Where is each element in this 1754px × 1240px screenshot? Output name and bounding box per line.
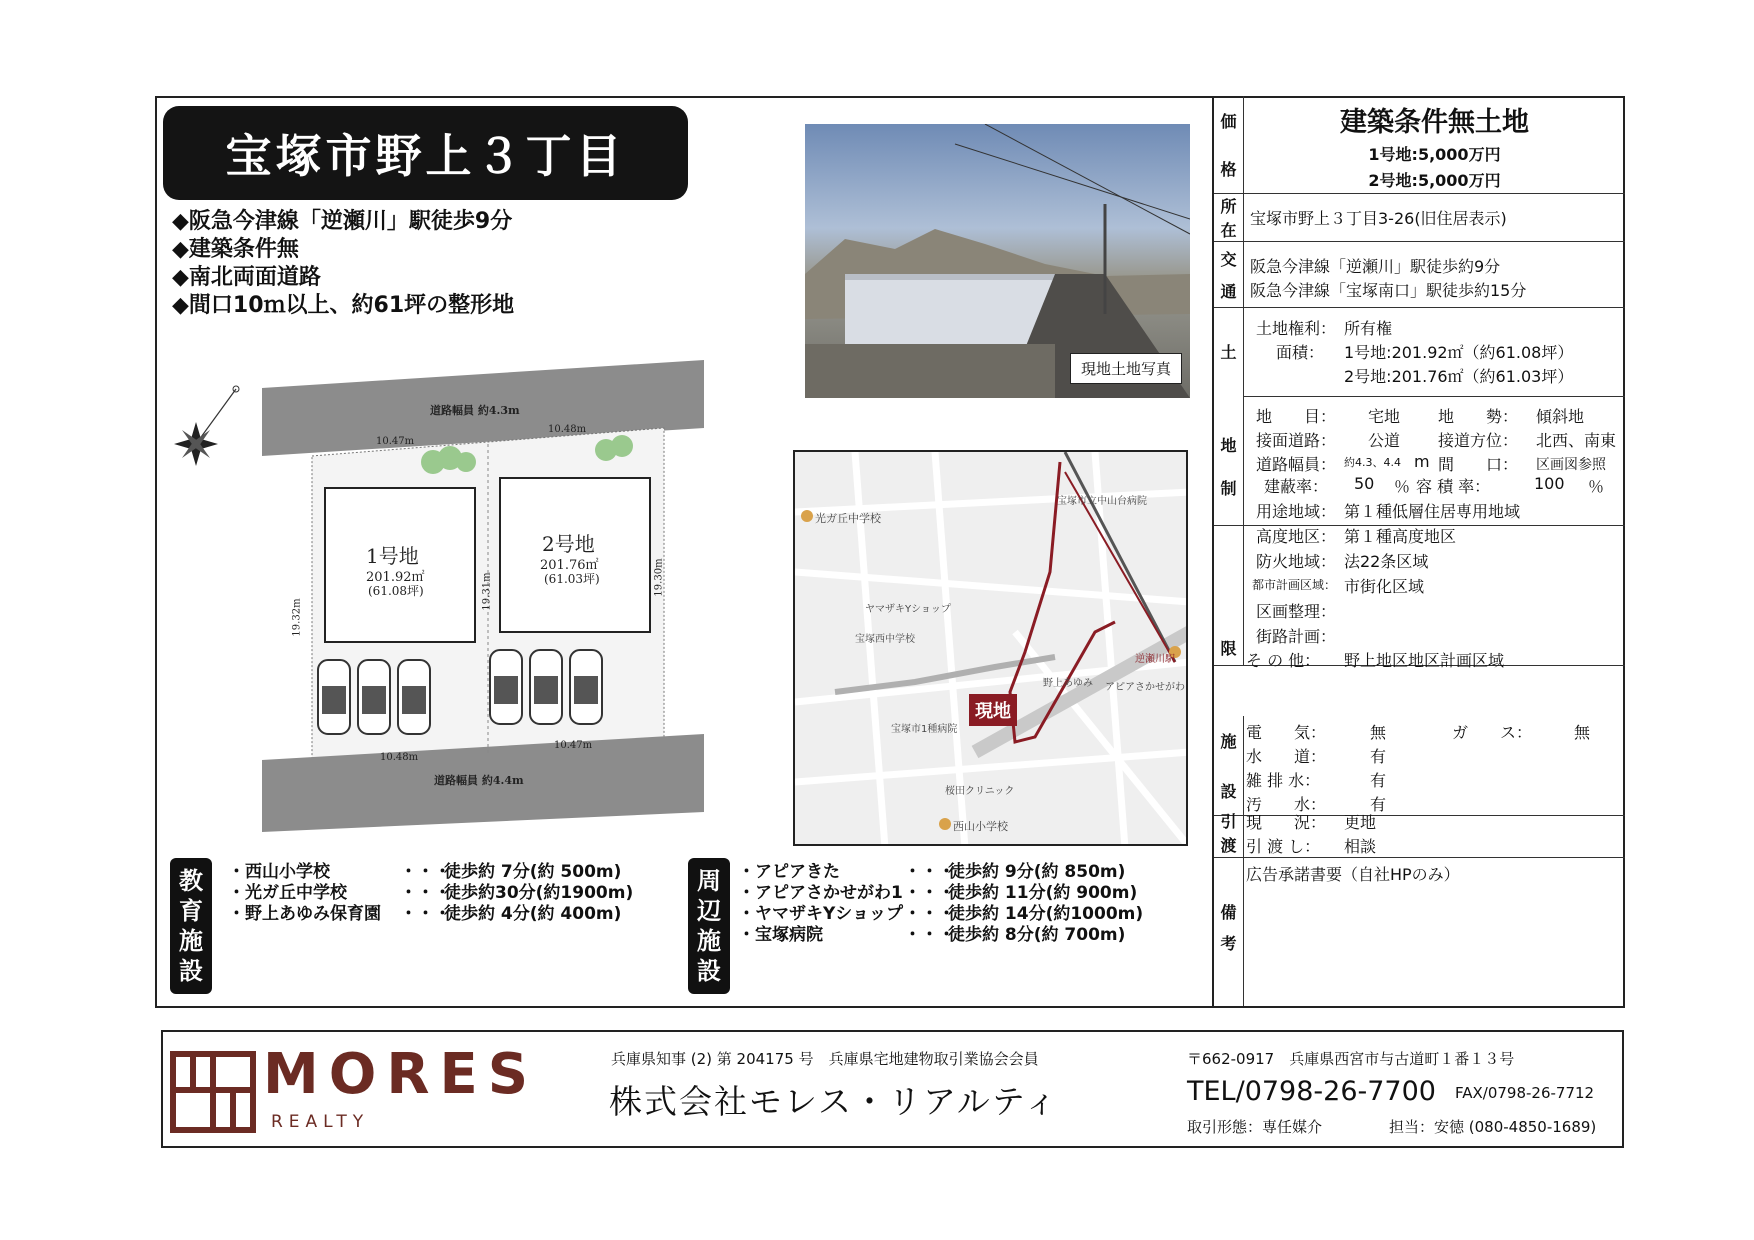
site-plan [168, 356, 728, 834]
school-icon [939, 818, 951, 830]
price-title: 建築条件無土地 [1340, 107, 1529, 138]
dim-north-2: 10.48m [548, 424, 587, 435]
company-logo-icon [169, 1050, 257, 1134]
logo-subtext: REALTY [271, 1112, 370, 1132]
road-north-label: 道路幅員 約4.3m [430, 404, 520, 417]
list-item: ・アピアさかせがわ1・・・徒歩約 11分(約 900m) [738, 883, 1138, 903]
site-photo [805, 124, 1190, 398]
row-limits: 制 限 建蔽率： 50 ％ 容 積 率： 100 ％ 用途地域： 第１種低層住居専用地域 高度地区： 第１種高度地区 防火地域： 法22条区域 都市計画区域： 市街化区域 区画整理： 街路計画： そ の 他： 野上地区地区計画区域 [1214, 470, 1625, 666]
dim-north-1: 10.47m [376, 436, 415, 447]
school-icon [801, 510, 813, 522]
row-remarks: 備 考 広告承諾書要（自社HPのみ） [1214, 858, 1625, 1006]
lot2-area: 201.76㎡ [540, 558, 599, 573]
highlight-roads: ◆南北両面道路 [172, 265, 321, 290]
map-label: 光ガ丘中学校 [815, 512, 881, 525]
company-footer [161, 1030, 1624, 1148]
logo-text: MORES [263, 1042, 539, 1107]
row-land: 土 地 土地権利： 所有権 面積： 1号地:201.92㎡（約61.08坪） 2号地:201.76㎡（約61.03坪） 地 目： 宅地 地 勢： 傾斜地 接面道路： 公道 接道方位： 北西、南東 道路幅員： 約4.3、4.4 m 間 口： 区画図参照 [1214, 308, 1625, 526]
highlight-station: ◆阪急今津線「逆瀬川」駅徒歩9分 [172, 209, 513, 234]
company-name: 株式会社モレス・リアルティ [609, 1082, 1060, 1121]
education-tag [170, 858, 212, 994]
row-address: 所 在 宝塚市野上３丁目3-26(旧住居表示) [1214, 194, 1625, 242]
price-lot2: 2号地:5,000万円 [1368, 171, 1501, 190]
list-item: ・野上あゆみ保育園 ・・・徒歩約 4分(約 400m) [228, 904, 622, 924]
row-facilities: 施 設 電 気： 無 ガ ス： 無 水 道： 有 雑 排 水： 有 汚 水： 有 [1214, 716, 1625, 816]
nearby-tag-text: 周辺施設 [697, 867, 721, 985]
lot1-name: 1号地 [366, 544, 419, 568]
map-label: 逆瀬川駅 [1135, 654, 1175, 665]
property-table [1212, 96, 1625, 1008]
list-item: ・ヤマザキYショップ・・・徒歩約 14分(約1000m) [738, 904, 1144, 924]
lot2-name: 2号地 [542, 532, 595, 556]
traffic-1: 阪急今津線「逆瀬川」駅徒歩約9分 [1250, 257, 1501, 276]
dim-middle: 19.31m [481, 572, 493, 611]
map-label: 野上あゆみ [1043, 678, 1093, 689]
dim-south-1: 10.48m [380, 752, 419, 763]
location-map[interactable] [793, 450, 1188, 846]
company-fax: FAX/0798-26-7712 [1455, 1084, 1595, 1102]
map-label: 宝塚市1種病院 [891, 724, 958, 735]
company-tel: TEL/0798-26-7700 [1187, 1076, 1436, 1107]
address: 宝塚市野上３丁目3-26(旧住居表示) [1250, 209, 1507, 228]
education-tag-text: 教育施設 [179, 867, 203, 985]
remarks: 広告承諾書要（自社HPのみ） [1246, 865, 1460, 884]
row-handover: 引 渡 現 況： 更地 引 渡 し： 相談 [1214, 808, 1625, 858]
map-label: 西山小学校 [953, 820, 1008, 833]
map-label: 宝塚西中学校 [855, 634, 915, 645]
lot1-area: 201.92㎡ [366, 570, 425, 585]
map-label: ヤマザキYショップ [865, 604, 951, 615]
list-item: ・西山小学校 ・・・徒歩約 7分(約 500m) [228, 862, 622, 882]
company-address: 〒662-0917 兵庫県西宮市与古道町１番１３号 [1187, 1050, 1515, 1068]
site-marker: 現地 [969, 694, 1017, 726]
highlights [172, 208, 514, 320]
price-lot1: 1号地:5,000万円 [1368, 145, 1501, 164]
deal-type: 取引形態：専任媒介 [1187, 1118, 1323, 1136]
map-label: アピアさかせがわ [1105, 682, 1185, 693]
page-title: 宝塚市野上３丁目 [163, 106, 688, 200]
dim-west: 19.32m [291, 598, 303, 637]
highlight-shape: ◆間口10ｍ以上、約61坪の整形地 [172, 293, 515, 318]
row-price: 価 格 建築条件無土地 1号地:5,000万円 2号地:5,000万円 [1214, 96, 1625, 194]
railway-line [1065, 452, 1175, 662]
lot1-tsubo: (61.08坪) [368, 584, 424, 598]
education-list [228, 862, 633, 925]
photo-caption: 現地土地写真 [1070, 353, 1182, 384]
dim-east: 19.30m [653, 558, 665, 597]
list-item: ・アピアきた ・・・徒歩約 9分(約 850m) [738, 862, 1126, 882]
nearby-tag [688, 858, 730, 994]
map-label: 桜田クリニック [945, 786, 1015, 797]
nearby-list [738, 862, 1143, 946]
highlight-condition: ◆建築条件無 [172, 237, 299, 262]
lot2-tsubo: (61.03坪) [544, 572, 600, 586]
row-traffic: 交 通 阪急今津線「逆瀬川」駅徒歩約9分 阪急今津線「宝塚南口」駅徒歩約15分 [1214, 242, 1625, 308]
road-south-label: 道路幅員 約4.4m [434, 774, 524, 787]
list-item: ・光ガ丘中学校 ・・・徒歩約30分(約1900m) [228, 883, 634, 903]
traffic-2: 阪急今津線「宝塚南口」駅徒歩約15分 [1250, 281, 1527, 300]
license-text: 兵庫県知事 (2) 第 204175 号 兵庫県宅地建物取引業協会会員 [611, 1050, 1039, 1068]
dim-south-2: 10.47m [554, 740, 593, 751]
list-item: ・宝塚病院 ・・・徒歩約 8分(約 700m) [738, 925, 1126, 945]
compass-icon [174, 386, 239, 466]
map-label: 宝塚市立中山台病院 [1057, 496, 1147, 507]
staff-contact: 担当：安徳 (080-4850-1689) [1389, 1118, 1597, 1136]
